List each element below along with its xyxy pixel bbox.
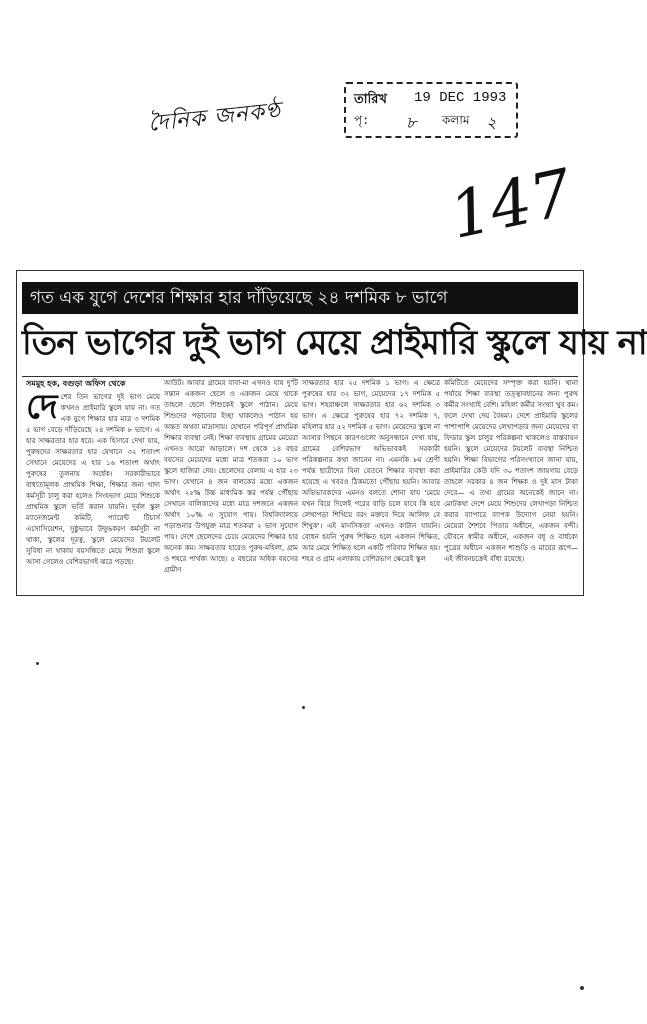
drop-cap: দে (26, 387, 58, 427)
article-kicker: গত এক যুগে দেশের শিক্ষার হার দাঁড়িয়েছে ২৪ দশমিক ৮ ভাগে (22, 282, 578, 314)
column-1-text: শের তিন ভাগের দুই ভাগ মেয়ে কখনও প্রাইমারি স্কুলে যায় না। গত এক যুগে শিক্ষার হার মাত্র ৩ দশমিক ৫ ভাগ বেড়ে দাঁড়িয়েছে ২৪ দশমিক ৮ ভাগে। এ হার সাক্ষরতার হার ধরে। এক হিসাবে দেখা যায়, পুরুষদের সাক্ষরতার হার যেখানে ৩২ শতাংশ সেখানে মেয়েদের এ হার ১৬ শতাংশ অর্থাৎ পুরুষের তুলনায় অর্ধেক। সরকারীভাবে বাধ্যতামূলক প্রাথমিক শিক্ষা, শিক্ষার জন্য খাদ্য কর্মসূচী চালু করা হলেও সিংহভাগ মেয়ে শিশুকে প্রাথমিক স্কুলে ভর্তি করান যায়নি। দুর্বল স্কুল ম্যানেজমেন্ট কমিটি, প্যারেন্ট টিচার্স এসোসিয়েশন, সুষ্ঠুভাবে উদ্বুদ্ধকরণ কর্মসূচী না থাকা, স্কুলের দূরত্ব, স্কুলে মেয়েদের টয়লেট সুবিধা না থাকায় বয়সন্ধিতে মেয়ে শিশুরা স্কুলে আসা গেলেও বেশিরভাগই ঝরে পড়ছে। (26, 393, 160, 566)
handwritten-source-note: দৈনিক জনকণ্ঠ (146, 98, 283, 137)
article-headline: তিন ভাগের দুই ভাগ মেয়ে প্রাইমারি স্কুলে যায় না (22, 323, 647, 363)
scan-speck (302, 706, 305, 709)
article-byline: সমমুহ হক, বগুড়া অফিস থেকে (26, 379, 126, 388)
stamp-page-label: পৃ: (354, 114, 370, 128)
stamp-date: 19 DEC 1993 (414, 90, 507, 106)
article-column-3: সাক্ষরতার হার ২৫ দশমিক ১ ভাগ। এ ক্ষেত্রে পুরুষের হার ৩২ ভাগ, মেয়েদের ১৭ দশমিক ৫ ভাগ। শহরাঞ্চলে সাক্ষরতার হার ৬২ দশমিক ৩ ভাগ। এ ক্ষেত্রে পুরুষের হার ৭২ দশমিক ৭, মহিলার হার ৫২ দশমিক ৫ ভাগ। মেয়েদের স্কুলে না আসার পিছনে কারণগুলো অনুসন্ধানে দেখা যায়, গ্রামের বেশিরভাগ অভিভাবকই সরকারী পরিকল্পনার কথা জানেন না। এমনকি ৮ম শ্রেণী পর্যন্ত ছাত্রীদের বিনা বেতনে শিক্ষার ব্যবস্থা করা হয়েছে এ খবরও ঠিকমতো পৌঁছায় হয়নি। আবার অভিভাবকদের এমনও বলতে শোনা যায় 'মেয়ে যখন বিয়ে দিলেই পরের বাড়ি চলে যাবে কি হবে লেখাপড়া শিখিয়ে বরং মক্তবে দিয়ে আলিফ বে শিখুক'। এই মানসিকতা এখনও কাটান যায়নি। বোধন হয়নি পুরুষ শিক্ষিত হলে একজন শিক্ষিত, আর মেয়ে শিক্ষিত হলে একটি পরিবার শিক্ষিত হয়। শহর ও গ্রাম এলাকায় বেশিরভাগ ক্ষেত্রেই স্কুল (302, 379, 440, 563)
stamp-date-label: তারিখ (354, 92, 387, 107)
stamp-page: ৮ (406, 115, 417, 133)
archive-number: 147 (443, 156, 579, 254)
stamp-col: ২ (486, 115, 497, 133)
article-column-1 (26, 387, 160, 592)
scan-speck (36, 662, 39, 665)
stamp-col-label: কলাম (442, 114, 470, 128)
divider (22, 376, 578, 377)
date-stamp (344, 82, 518, 138)
scan-speck (580, 986, 584, 990)
article-column-4: কমিটিতে মেয়েদের সম্পৃক্ত করা হয়নি। থানা পর্যায়ে শিক্ষা ব্যবস্থা তত্ত্বাবধানের জন্য পুরুষ কর্মীর সংখ্যাই বেশি। মহিলা কর্মীর সংখ্যা খুব কম। ফলে দেখা দেয় বৈষম্য। দেশে প্রাইমারি স্কুলের পাশাপাশি মেয়েদের লেখাপড়ার জন্য মেয়েদের বা ফিডার স্কুল চালুর পরিকল্পনা থাকলেও বাস্তবায়ন হয়নি। স্কুলে মেয়েদের টয়লেট ব্যবস্থা নিশ্চিত হয়নি। শিক্ষা বিভাগের পরিসংখ্যানে জানা যায়, প্রাইমারির কেউ যদি ৩০ শতাংশ জায়গায় বেড়ে তাহলে সরকার ৪ জন শিক্ষক ও দুই মাস টাকা দেবে— এ তথ্য গ্রামের অনেকেই জানে না। মোটকথা দেশে মেয়ে শিশুদের লেখাপড়া নিশ্চিত করার ব্যাপারে ব্যাপক উদ্যোগ নেয়া হয়নি। মেয়েরা শৈশবে পিতার অধীনে, একজন বন্দী। যৌবনে স্বামীর অধীনে, একজন বধূ ও বার্ধক্যে পুত্রের অধীনে একজন শাশুড়ি ও মায়ের রূপে— এই জীবনচক্রেই বাঁধা রয়েছে। (444, 379, 578, 563)
article-column-2: আউট। আবার গ্রামের বাবা-মা এখনও যায় দু'টি সন্তান একজন ছেলে ও একজন মেয়ে থাকে তাহলে ছেলে শিশুকেই স্কুলে পাঠান। মেয়ে শিশুদের পড়ানোর ইচ্ছা থাকলেও পাঠান হয় অন্তত অথবা মাদ্রাসায়। যেখানে পরিপূর্ণ প্রাথমিক শিক্ষার ব্যবস্থা নেই। শিক্ষা ব্যবস্থায় গ্রামের মেয়েরা এখনও আরো আড়ালে। দশ থেকে ১৪ বছর বয়সের মেয়েদের মধ্যে মাত্র শতকরা ১০ ভাগ স্কুলে হাজিরা দেয়। ছেলেদের বেলায় এ হার ২৩ ভাগ। যেখানে ৪ জন বালকের মধ্যে একজন অর্থাৎ ২৫% উচ্চ মাধ্যমিক স্তর পর্যন্ত পৌঁছায় সেখানে বালিকাদের মধ্যে মাত্র দশজনে একজন অর্থাৎ ১০% এ সুযোগ পায়। বিশ্ববিদ্যালয়ে পড়াশুনার উপযুক্ত মাত্র শতকরা ২ ভাগ সুযোগ পায়। দেশে ছেলেদের চেয়ে মেয়েদের শিক্ষার হার অনেক কম। সাক্ষরতার হারেও পুরুষ-মহিলা, গ্রাম ও শহরে পার্থক্য আছে। ৫ বছরের অধিক বয়সের গ্রামীণ (164, 379, 298, 574)
